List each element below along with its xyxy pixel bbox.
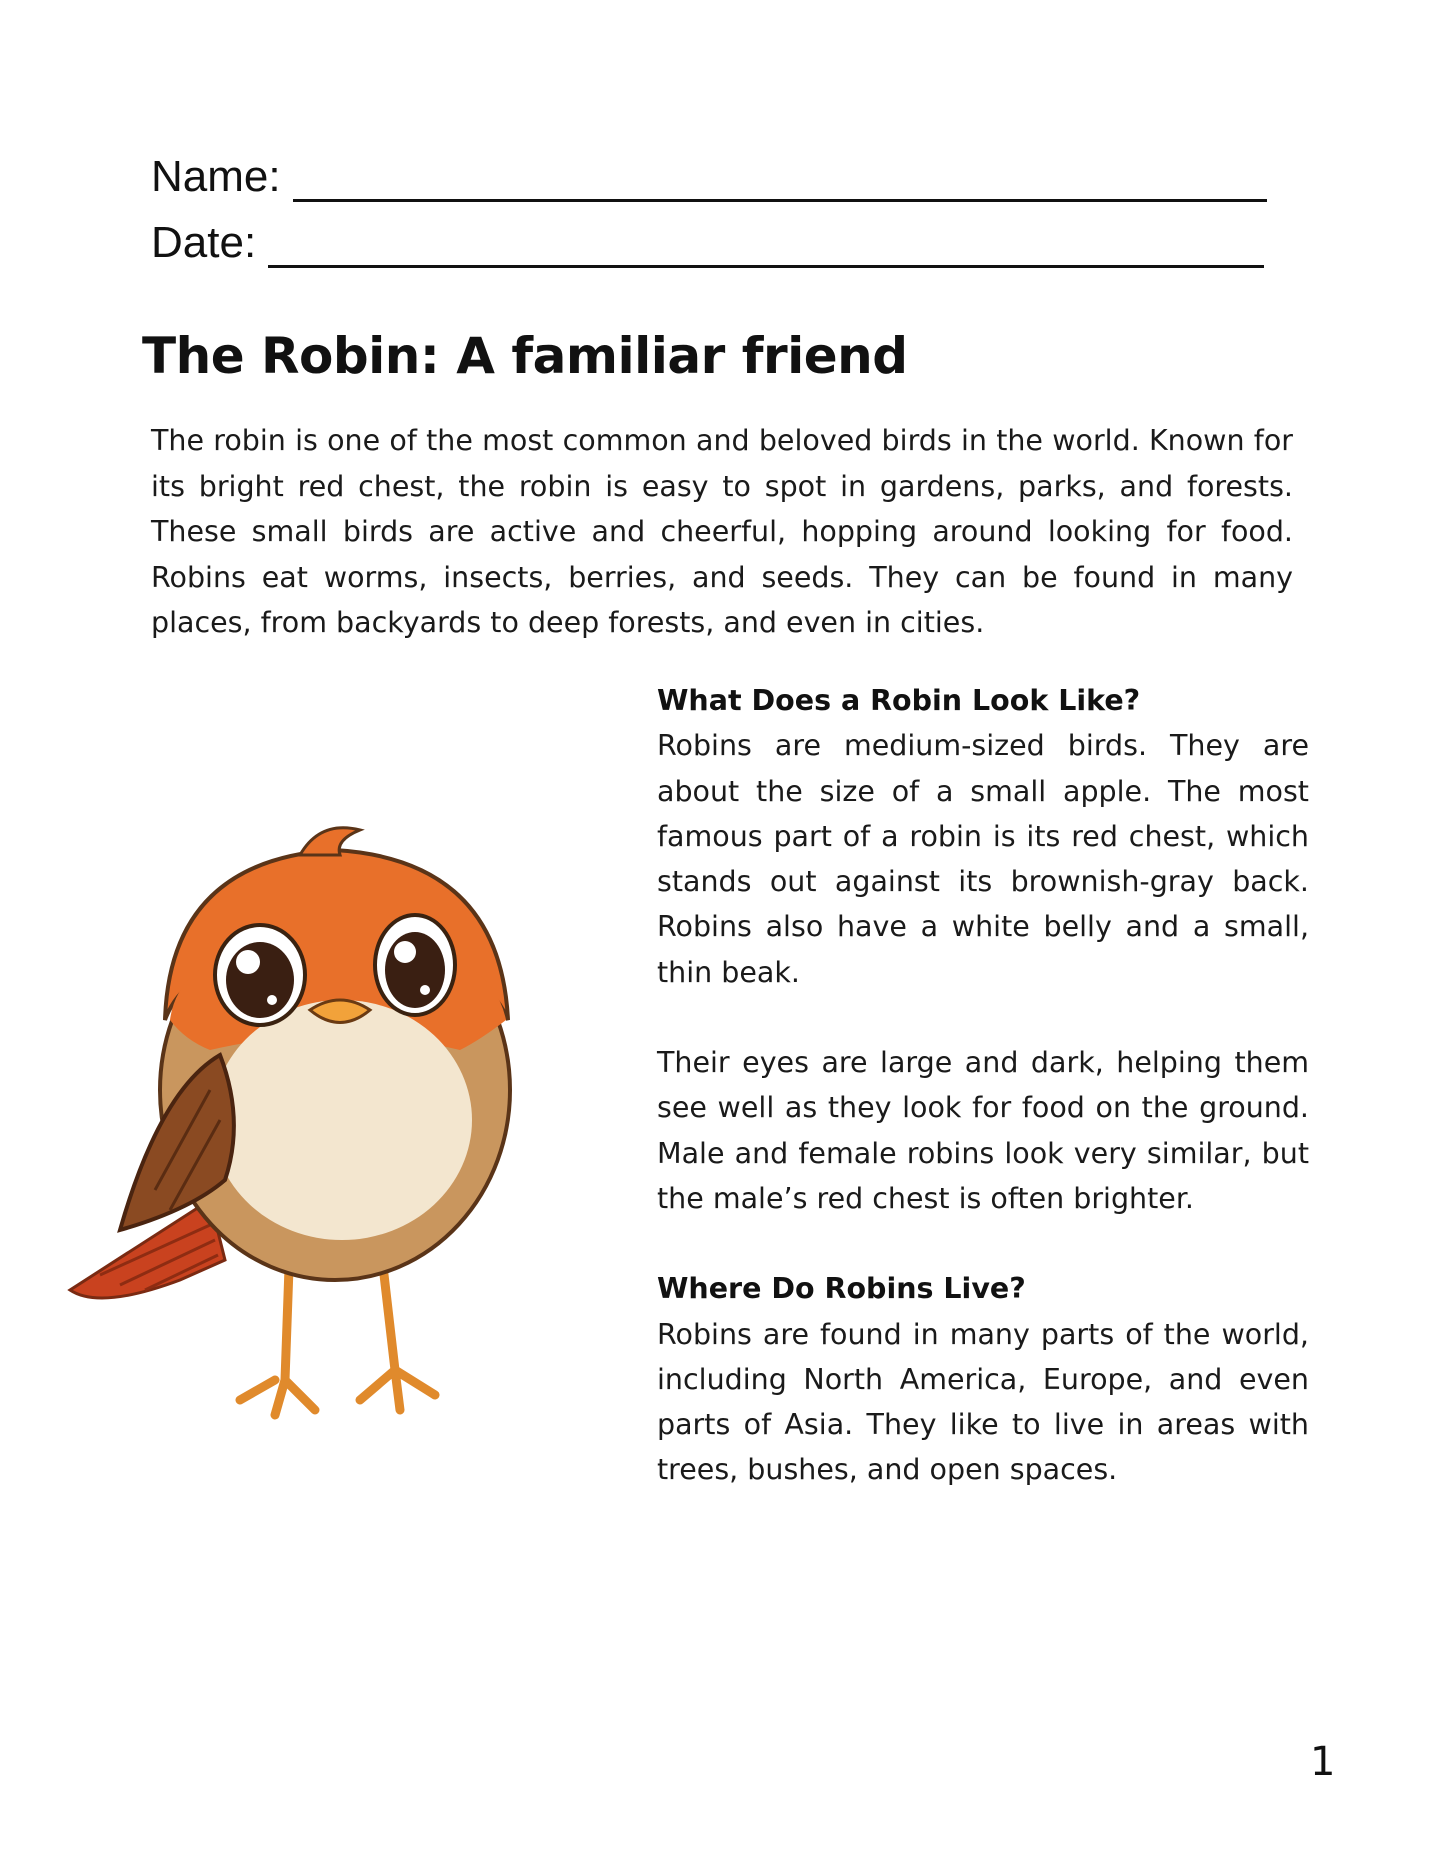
intro-paragraph: The robin is one of the most common and beloved birds in the world. Known for its bright red chest, the robin is easy to spot in gardens, parks, and forests. These small birds are active and cheerful, hopping around looking for food. Robins eat worms, insects, berries, and seeds. They can be found in many places, from backyards to deep forests, and even in cities. [151,424,1293,639]
date-label: Date: [151,218,257,267]
habitat-paragraph: Robins are found in many parts of the world, including North America, Europe, and even parts of Asia. They like to live in areas with trees, bushes, and open spaces. [657,1317,1309,1487]
name-field[interactable] [151,152,1267,202]
name-label: Name: [151,152,281,201]
page-number: 1 [1310,1739,1336,1785]
date-blank-line[interactable] [268,225,1264,268]
name-blank-line[interactable] [293,159,1267,202]
section-heading-appearance: What Does a Robin Look Like? [657,684,1141,717]
appearance-paragraph-2: Their eyes are large and dark, helping them see well as they look for food on the ground. Male and female robins look very similar, but the male’s red chest is often brighter. [657,1046,1309,1215]
right-column [657,678,1309,1493]
robin-illustration [60,770,600,1430]
page-title: The Robin: A familiar friend [142,327,908,385]
appearance-paragraph-1: Robins are medium-sized birds. They are about the size of a small apple. The most famous part of a robin is its red chest, which stands out against its brownish-gray back. Robins also have a white belly and a small, thin beak. [657,729,1309,989]
section-heading-habitat: Where Do Robins Live? [657,1272,1026,1306]
date-field[interactable] [151,218,1264,268]
